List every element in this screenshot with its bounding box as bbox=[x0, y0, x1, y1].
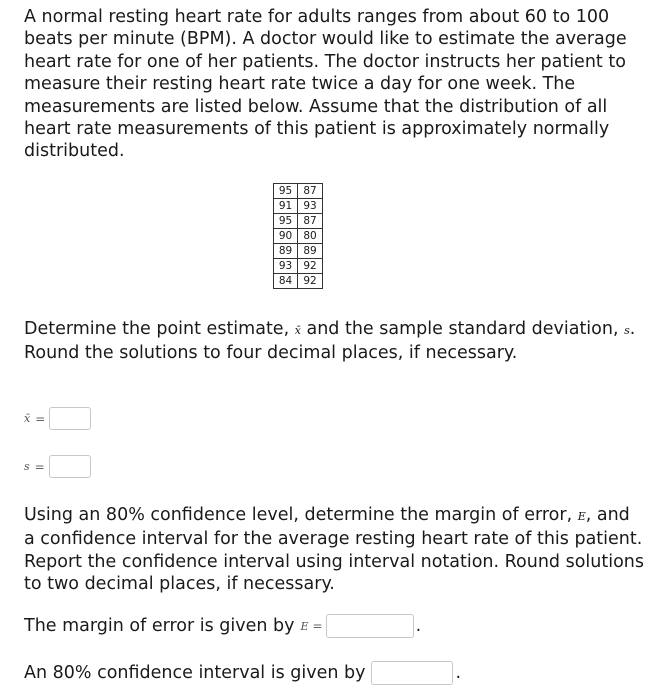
moe-equals: = bbox=[312, 619, 323, 633]
table-cell: 90 bbox=[274, 229, 298, 244]
table-cell: 89 bbox=[298, 244, 323, 259]
confidence-interval-row bbox=[24, 661, 461, 685]
xbar-symbol: x̄ bbox=[294, 324, 301, 337]
table-row bbox=[274, 259, 323, 274]
margin-of-error-row bbox=[24, 614, 421, 638]
s-symbol: s bbox=[624, 324, 630, 337]
table-cell: 87 bbox=[298, 214, 323, 229]
moe-period: . bbox=[415, 616, 422, 636]
confidence-interval-instructions bbox=[24, 504, 644, 596]
table-cell: 92 bbox=[298, 274, 323, 289]
table-cell: 93 bbox=[274, 259, 298, 274]
xbar-answer-row bbox=[24, 407, 91, 430]
s-answer-row bbox=[24, 455, 91, 478]
heart-rate-data-table bbox=[273, 183, 323, 289]
table-row bbox=[274, 184, 323, 199]
s-label: s bbox=[24, 460, 30, 473]
table-cell: 92 bbox=[298, 259, 323, 274]
moe-text: The margin of error is given by bbox=[24, 616, 295, 636]
part1-text-c: . Round the solutions to four decimal places, if necessary. bbox=[24, 319, 636, 364]
table-row bbox=[274, 214, 323, 229]
table-cell: 80 bbox=[298, 229, 323, 244]
moe-E-symbol: E bbox=[300, 619, 309, 633]
part2-text-a: Using an 80% confidence level, determine the margin of error, bbox=[24, 505, 578, 525]
part2-text-b: , and a confidence interval for the average resting heart rate of this patient. Report the confidence interval using interval notation. Round solutions to two decimal places, if necessary. bbox=[24, 505, 644, 595]
confidence-interval-input[interactable] bbox=[371, 661, 453, 685]
part1-text-a: Determine the point estimate, bbox=[24, 319, 295, 339]
table-cell: 95 bbox=[274, 214, 298, 229]
s-equals: = bbox=[34, 459, 45, 474]
xbar-label: x̄ bbox=[24, 412, 31, 425]
point-estimate-instructions bbox=[24, 318, 644, 365]
xbar-equals: = bbox=[35, 411, 46, 426]
ci-period: . bbox=[455, 663, 462, 683]
E-symbol: E bbox=[577, 510, 586, 523]
part1-text-b: and the sample standard deviation, bbox=[300, 319, 625, 339]
s-input[interactable] bbox=[49, 455, 91, 478]
margin-of-error-input[interactable] bbox=[326, 614, 414, 638]
xbar-input[interactable] bbox=[49, 407, 91, 430]
table-cell: 95 bbox=[274, 184, 298, 199]
table-cell: 87 bbox=[298, 184, 323, 199]
intro-paragraph: A normal resting heart rate for adults ranges from about 60 to 100 beats per minute (BPM). A doctor would like to estimate the average heart rate for one of her patients. The doctor instructs her patient to measure their resting heart rate twice a day for one week. The measurements are listed below. Assume that the distribution of all heart rate measurements of this patient is approximately normally distributed. bbox=[24, 7, 627, 162]
table-row bbox=[274, 199, 323, 214]
table-row bbox=[274, 244, 323, 259]
table-row bbox=[274, 274, 323, 289]
table-cell: 93 bbox=[298, 199, 323, 214]
ci-text: An 80% confidence interval is given by bbox=[24, 663, 366, 683]
table-cell: 91 bbox=[274, 199, 298, 214]
table-cell: 89 bbox=[274, 244, 298, 259]
table-row bbox=[274, 229, 323, 244]
table-cell: 84 bbox=[274, 274, 298, 289]
